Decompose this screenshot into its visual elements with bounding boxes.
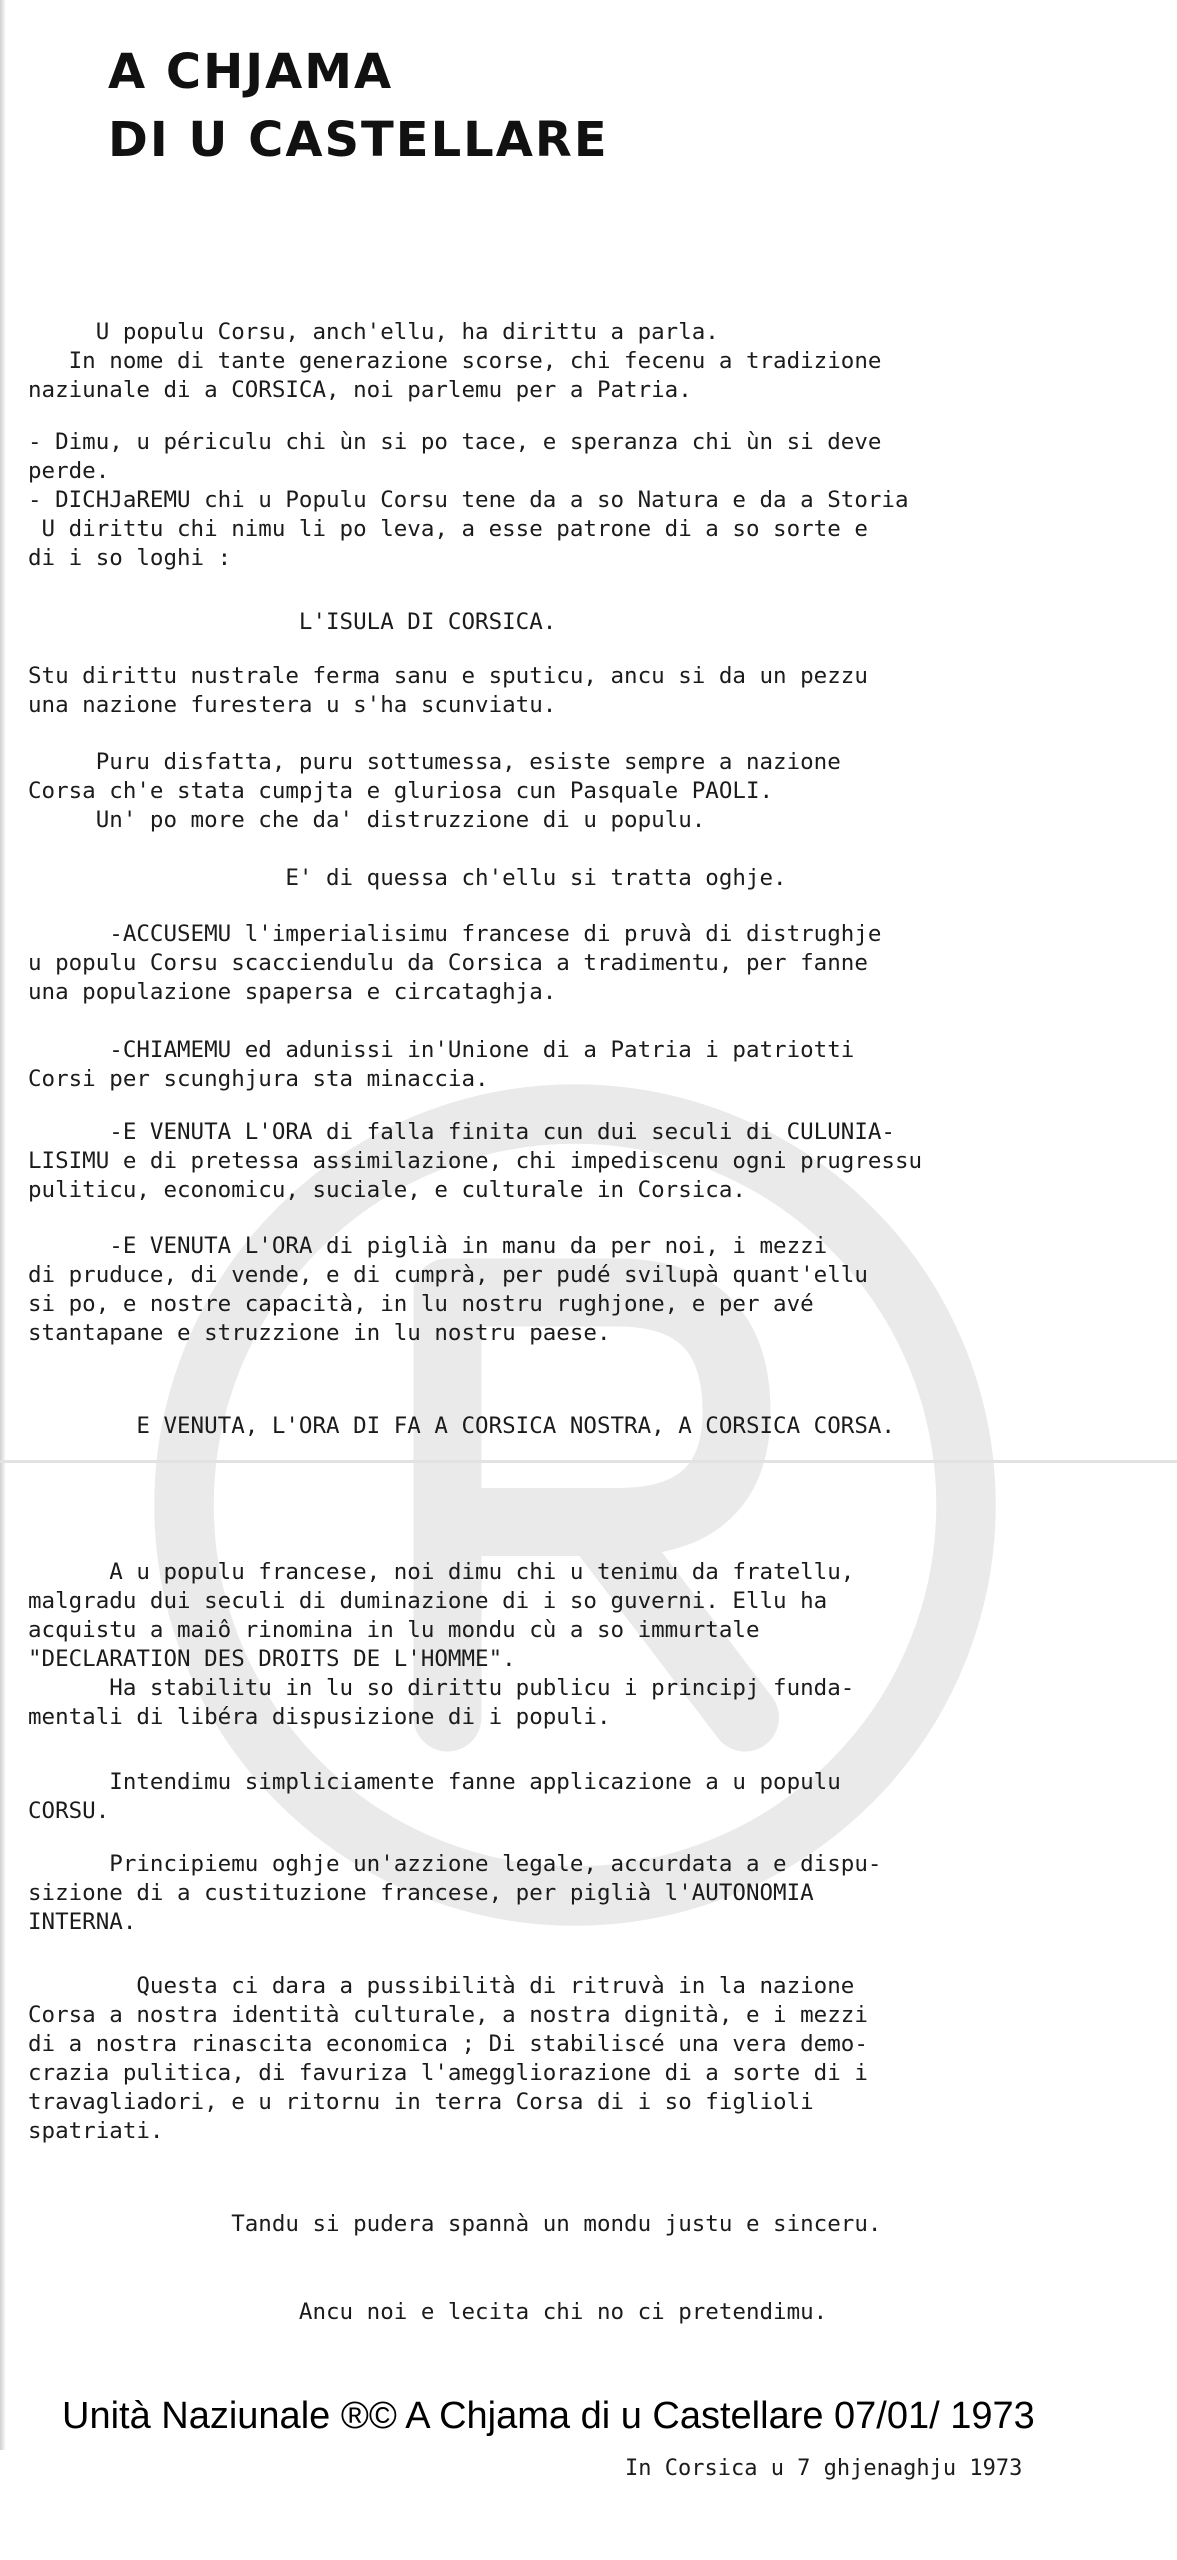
document-title: [108, 38, 609, 174]
paragraph-chiamemu: -CHIAMEMU ed adunissi in'Unione di a Patria i patriotti Corsi per scunghjura sta minaccia.: [28, 1037, 855, 1092]
paragraph-culunialisimu: -E VENUTA L'ORA di falla finita cun dui seculi di CULUNIA- LISIMU e di pretessa assimilazione, chi impediscenu ogni prugressu puliticu, economicu, suciale, e culturale in Corsica.: [28, 1119, 923, 1203]
paragraph-ancu-noi: Ancu noi e lecita chi no ci pretendimu.: [28, 2299, 828, 2325]
paragraph-paoli: Puru disfatta, puru sottumessa, esiste sempre a nazione Corsa ch'e stata cumpjta e gluriosa cun Pasquale PAOLI. Un' po more che da' distruzzione di u populu.: [28, 749, 841, 833]
title-line-2: DI U CASTELLARE: [108, 112, 609, 168]
scan-edge-shadow: [0, 0, 6, 2450]
document-date: In Corsica u 7 ghjenaghju 1973: [625, 2456, 1023, 2481]
paragraph-declaration: - Dimu, u périculu chi ùn si po tace, e speranza chi ùn si deve perde. - DICHJaREMU chi u Populu Corsu tene da a so Natura e da a Storia U dirittu chi nimu li po leva, a esse patrone di a so sorte e di i so loghi :: [28, 429, 909, 571]
paragraph-populu-francese: A u populu francese, noi dimu chi u tenimu da fratellu, malgradu dui seculi di duminazione di i so guverni. Ellu ha acquistu a maiô rinomina in lu mondu cù a so immurtale "DECLARATION DES DROITS DE L'HOMME". Ha stabilitu in lu so dirittu publicu i principj funda- mentali di libéra dispusizione di i populi.: [28, 1559, 855, 1730]
paragraph-autonomia: Principiemu oghje un'azzione legale, accurdata a e dispu- sizione di a custituzione francese, per piglià l'AUTONOMIA INTERNA.: [28, 1851, 882, 1935]
paragraph-tandu: Tandu si pudera spannà un mondu justu e sinceru.: [28, 2211, 882, 2237]
paragraph-isula: L'ISULA DI CORSICA.: [28, 609, 557, 635]
title-line-1: A CHJAMA: [108, 44, 394, 100]
paragraph-mezzi: -E VENUTA L'ORA di piglià in manu da per noi, i mezzi di pruduce, di vende, e di cumprà, per pudé svilupà quant'ellu si po, e nostre capacità, in lu nostru rughjone, e per avé stantapane e struzzione in lu nostru paese.: [28, 1233, 868, 1346]
paragraph-intendimu: Intendimu simpliciamente fanne applicazione a u populu CORSU.: [28, 1769, 841, 1824]
paragraph-dirittu: Stu dirittu nustrale ferma sanu e sputicu, ancu si da un pezzu una nazione furestera u s'ha scunviatu.: [28, 663, 868, 718]
image-caption: Unità Naziunale ®© A Chjama di u Castellare 07/01/ 1973: [62, 2395, 1035, 2437]
paragraph-rinascita: Questa ci dara a pussibilità di ritruvà in la nazione Corsa a nostra identità culturale, a nostra dignità, e i mezzi di a nostra rinascita economica ; Di stabiliscé una vera demo- crazia pulitica, di favuriza l'ameggliorazione di a sorte di i travagliadori, e u ritornu in terra Corsa di i so figlioli spatriati.: [28, 1973, 868, 2144]
paragraph-corsica-corsa: E VENUTA, L'ORA DI FA A CORSICA NOSTRA, A CORSICA CORSA.: [28, 1413, 895, 1439]
paragraph-quessa: E' di quessa ch'ellu si tratta oghje.: [28, 865, 787, 891]
paper-fold-line: [0, 1460, 1177, 1463]
paragraph-accusemu: -ACCUSEMU l'imperialisimu francese di pruvà di distrughje u populu Corsu scacciendulu da Corsica a tradimentu, per fanne una populazione spapersa e circataghja.: [28, 921, 882, 1005]
paragraph-intro: U populu Corsu, anch'ellu, ha dirittu a parla. In nome di tante generazione scorse, chi fecenu a tradizione naziunale di a CORSICA, noi parlemu per a Patria.: [28, 319, 882, 403]
